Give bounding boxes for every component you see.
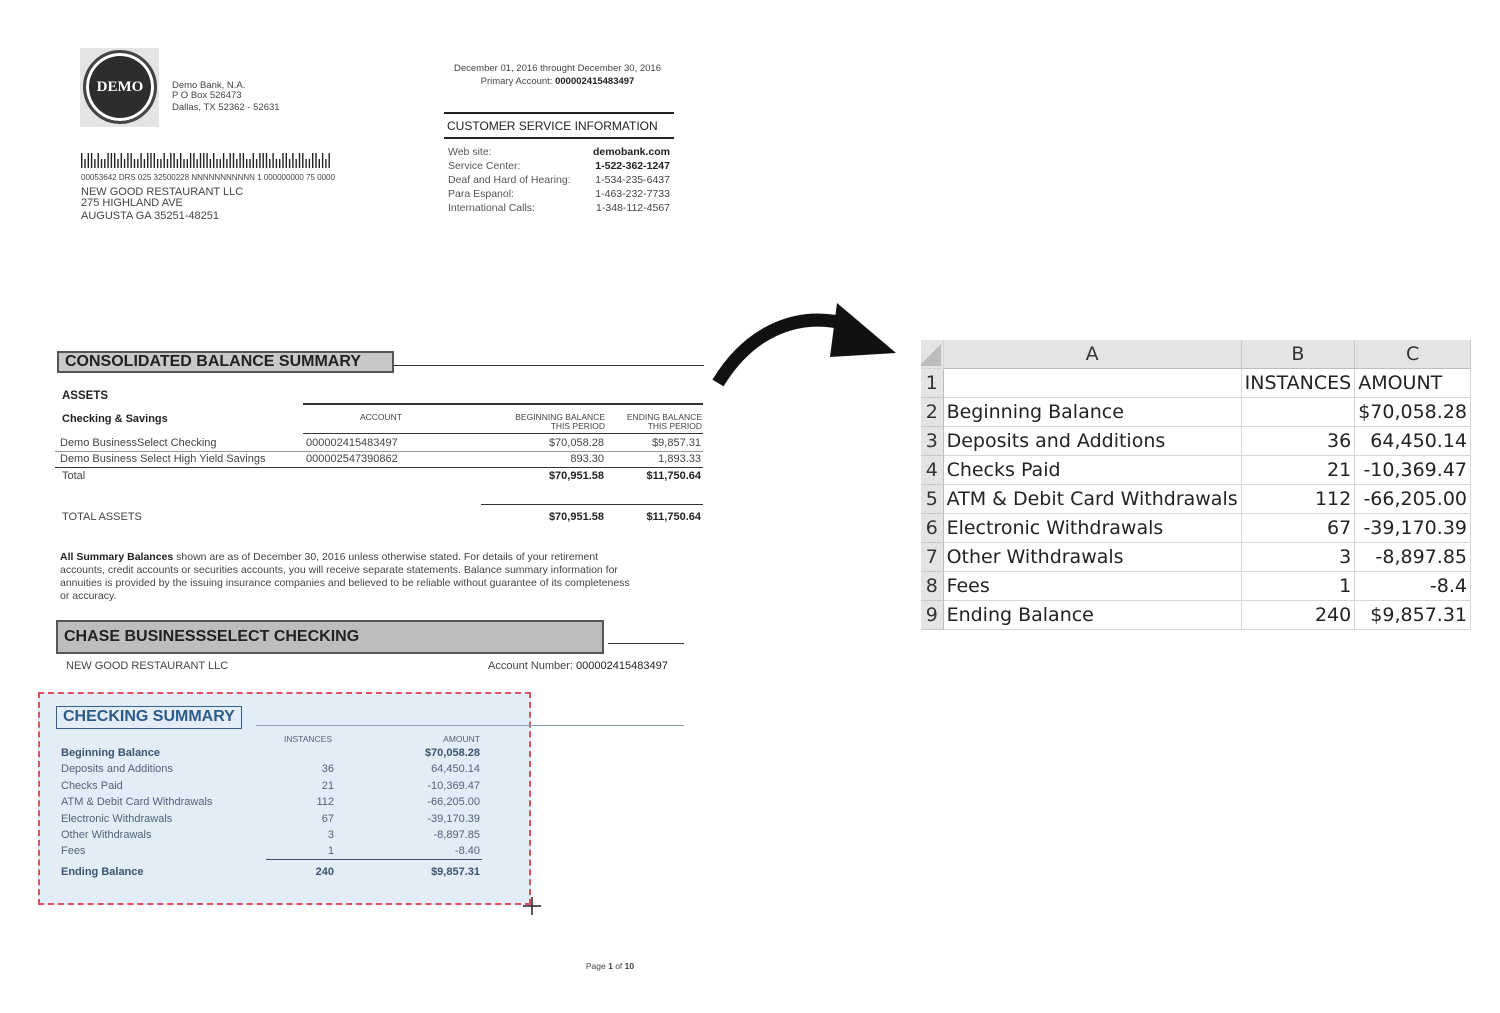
barcode-bar — [325, 159, 326, 168]
cell-b[interactable]: 67 — [1241, 514, 1355, 543]
cell-b[interactable]: INSTANCES — [1241, 369, 1355, 398]
page-of: of — [612, 961, 625, 971]
account-row-number: 000002415483497 — [306, 437, 398, 449]
cell-b[interactable]: 240 — [1241, 601, 1355, 630]
barcode-bar — [157, 159, 158, 168]
barcode-bar — [223, 153, 224, 168]
group-label: Checking & Savings — [62, 413, 168, 425]
barcode-bar — [173, 153, 174, 168]
account-label: Account Number: — [488, 660, 573, 672]
row-header[interactable]: 5 — [921, 485, 943, 514]
summary-row-label: ATM & Debit Card Withdrawals — [61, 796, 213, 808]
barcode-bar — [289, 159, 290, 168]
barcode-bar — [249, 159, 250, 168]
cell-c[interactable]: -66,205.00 — [1355, 485, 1471, 514]
barcode-bar — [200, 153, 201, 168]
col-end-1: ENDING BALANCE — [626, 412, 702, 422]
cs-label: Para Espanol: — [448, 188, 514, 200]
summary-total-rule — [266, 859, 482, 860]
row-header[interactable]: 4 — [921, 456, 943, 485]
title-rule — [394, 365, 704, 366]
cs-row-web — [448, 146, 670, 158]
cell-a[interactable]: Beginning Balance — [943, 398, 1241, 427]
cell-b[interactable]: 21 — [1241, 456, 1355, 485]
total-assets-rule — [481, 504, 703, 505]
account-number: 000002415483497 — [576, 660, 668, 672]
summary-row-amount: -8.40 — [454, 845, 480, 857]
barcode-bar — [302, 153, 303, 168]
row-header[interactable]: 7 — [921, 543, 943, 572]
barcode-bar — [256, 159, 257, 168]
cell-b[interactable]: 3 — [1241, 543, 1355, 572]
total-label: Total — [62, 470, 86, 482]
column-header-a[interactable]: A — [943, 340, 1241, 369]
account-row-begin: 893.30 — [570, 453, 604, 465]
primary-account-label: Primary Account: — [480, 76, 553, 87]
customer-service-title: CUSTOMER SERVICE INFORMATION — [444, 112, 674, 139]
barcode-bar — [299, 153, 300, 168]
row-header[interactable]: 1 — [921, 369, 943, 398]
summary-row-instances: 1 — [327, 845, 334, 857]
account-row-name: Demo Business Select High Yield Savings — [60, 453, 266, 465]
barcode-bar — [154, 153, 155, 168]
row-header[interactable]: 6 — [921, 514, 943, 543]
row-rule — [55, 451, 703, 452]
row-header[interactable]: 3 — [921, 427, 943, 456]
barcode-bar — [315, 153, 316, 168]
barcode-bar — [147, 153, 148, 168]
barcode-bar — [269, 159, 270, 168]
cell-a[interactable]: Ending Balance — [943, 601, 1241, 630]
spreadsheet-row — [921, 572, 1471, 601]
barcode-bar — [246, 159, 247, 168]
barcode-bar — [197, 159, 198, 168]
spreadsheet-row — [921, 514, 1471, 543]
account-row-end: $9,857.31 — [652, 437, 701, 449]
crosshair-cursor-icon — [522, 896, 542, 916]
summary-row-label: Ending Balance — [61, 866, 144, 878]
barcode-bar — [266, 153, 267, 168]
barcode-bar — [140, 153, 141, 168]
cell-b[interactable]: 1 — [1241, 572, 1355, 601]
cell-b[interactable]: 36 — [1241, 427, 1355, 456]
account-row-name: Demo BusinessSelect Checking — [60, 437, 217, 449]
primary-account-line — [430, 76, 685, 87]
barcode-bar — [319, 159, 320, 168]
row-rule — [55, 467, 703, 468]
checking-title-rule — [608, 643, 684, 644]
barcode-bar — [309, 159, 310, 168]
barcode-bar — [276, 159, 277, 168]
summary-row-amount: 64,450.14 — [431, 763, 480, 775]
barcode-bar — [253, 153, 254, 168]
col-instances: INSTANCES — [284, 734, 333, 744]
checking-title: CHASE BUSINESSSELECT CHECKING — [56, 620, 604, 654]
barcode-bar — [233, 153, 234, 168]
primary-account-number: 000002415483497 — [555, 76, 635, 87]
barcode-bar — [127, 153, 128, 168]
barcode-bar — [272, 153, 273, 168]
spreadsheet-row — [921, 485, 1471, 514]
barcode-bar — [190, 153, 191, 168]
cell-c[interactable]: 64,450.14 — [1355, 427, 1471, 456]
barcode-bar — [177, 159, 178, 168]
barcode-bar — [213, 153, 214, 168]
barcode-bar — [91, 153, 92, 168]
barcode-bar — [164, 153, 165, 168]
row-header[interactable]: 8 — [921, 572, 943, 601]
barcode-bar — [111, 153, 112, 168]
cs-row-international — [448, 202, 670, 214]
summary-row-instances: 112 — [316, 796, 334, 808]
cs-row-service — [448, 160, 670, 172]
col-end-2: THIS PERIOD — [647, 421, 702, 431]
cell-c[interactable]: $70,058.28 — [1355, 398, 1471, 427]
customer-street: 275 HIGHLAND AVE — [81, 197, 183, 209]
cs-label: Deaf and Hard of Hearing: — [448, 174, 571, 186]
cs-label: Web site: — [448, 146, 492, 158]
statement-period: December 01, 2016 throught December 30, 2016 — [453, 63, 662, 74]
summary-row-amount: -8,897.85 — [433, 829, 480, 841]
summary-row-amount: $70,058.28 — [424, 747, 480, 759]
barcode-bar — [239, 153, 240, 168]
barcode-bar — [124, 159, 125, 168]
barcode-bar — [104, 159, 105, 168]
summary-row-instances: 21 — [321, 780, 334, 792]
total-end: $11,750.64 — [646, 470, 701, 482]
cell-a[interactable]: Electronic Withdrawals — [943, 514, 1241, 543]
barcode-bar — [312, 153, 313, 168]
note-line-2: accounts, credit accounts or securities accounts, you will receive separate statements. Balance summary information for — [60, 564, 618, 576]
checking-account-line — [488, 660, 668, 672]
barcode-bar — [134, 159, 135, 168]
barcode-bar — [220, 159, 221, 168]
summary-row-instances: 67 — [321, 813, 334, 825]
cs-value: 1-534-235-6437 — [595, 174, 670, 186]
barcode-bar — [167, 159, 168, 168]
barcode-bar — [144, 159, 145, 168]
barcode-bar — [296, 159, 297, 168]
summary-row-amount: $9,857.31 — [431, 866, 480, 878]
barcode-bar — [170, 153, 171, 168]
barcode-bar — [259, 153, 260, 168]
barcode-bar — [305, 159, 306, 168]
account-row-end: 1,893.33 — [658, 453, 701, 465]
page-prefix: Page — [585, 961, 609, 971]
cs-value: 1-348-112-4567 — [596, 202, 670, 214]
note-line-4: or accuracy. — [60, 590, 117, 602]
barcode-bar — [101, 159, 102, 168]
barcode-bar — [88, 153, 89, 168]
cs-row-espanol — [448, 188, 670, 200]
spreadsheet-row — [921, 427, 1471, 456]
barcode-bar — [282, 153, 283, 168]
barcode-bar — [160, 159, 161, 168]
curved-arrow-icon — [700, 295, 920, 405]
barcode-bar — [230, 153, 231, 168]
barcode-bar — [98, 153, 99, 168]
cs-label: Service Center: — [448, 160, 521, 172]
note-bold: All Summary Balances — [60, 551, 174, 563]
barcode-bar — [94, 159, 95, 168]
bank-name: Demo Bank, N.A. — [172, 80, 246, 91]
cell-a[interactable] — [943, 369, 1241, 398]
barcode-bar — [180, 153, 181, 168]
summary-row-amount: -66,205.00 — [427, 796, 480, 808]
column-header-c[interactable]: C — [1355, 340, 1471, 369]
header-rule — [303, 403, 703, 405]
barcode-bar — [216, 159, 217, 168]
consolidated-title: CONSOLIDATED BALANCE SUMMARY — [57, 351, 394, 373]
assets-label: ASSETS — [62, 390, 109, 402]
cs-value: 1-463-232-7733 — [595, 188, 670, 200]
barcode-bar — [292, 153, 293, 168]
barcode-bar — [322, 153, 323, 168]
logo-text: DEMO — [96, 79, 144, 95]
summary-title-rule — [256, 725, 684, 726]
spreadsheet-row — [921, 398, 1471, 427]
row-header[interactable]: 2 — [921, 398, 943, 427]
note-text: shown are as of December 30, 2016 unless otherwise stated. For details of your retirement — [173, 551, 599, 563]
cell-a[interactable]: Other Withdrawals — [943, 543, 1241, 572]
total-begin: $70,951.58 — [548, 470, 604, 482]
col-begin-1: BEGINNING BALANCE — [515, 412, 605, 422]
barcode-code: 00053642 DRS 025 32500228 NNNNNNNNNNN 1 000000000 75 0000 — [81, 173, 335, 182]
barcode-bar — [263, 153, 264, 168]
cell-b[interactable] — [1241, 398, 1355, 427]
barcode-bar — [226, 159, 227, 168]
summary-row-label: Deposits and Additions — [61, 763, 173, 775]
spreadsheet-row — [921, 601, 1471, 630]
total-assets-begin: $70,951.58 — [548, 511, 604, 523]
cell-c[interactable]: -8.4 — [1355, 572, 1471, 601]
account-row-begin: $70,058.28 — [548, 437, 604, 449]
header-bottom-rule — [303, 433, 703, 434]
spreadsheet-row — [921, 369, 1471, 398]
barcode-bar — [279, 159, 280, 168]
cell-c[interactable]: $9,857.31 — [1355, 601, 1471, 630]
column-header-b[interactable]: B — [1241, 340, 1355, 369]
summary-row-instances: 3 — [327, 829, 334, 841]
checking-owner: NEW GOOD RESTAURANT LLC — [66, 660, 229, 672]
cell-a[interactable]: Checks Paid — [943, 456, 1241, 485]
barcode-bar — [150, 153, 151, 168]
cell-c[interactable]: -10,369.47 — [1355, 456, 1471, 485]
total-assets-end: $11,750.64 — [646, 511, 701, 523]
spreadsheet-grid — [921, 340, 1471, 630]
spreadsheet-row — [921, 456, 1471, 485]
summary-row-label: Checks Paid — [61, 780, 123, 792]
summary-row-label: Fees — [61, 845, 86, 857]
barcode-bar — [107, 153, 108, 168]
cell-c[interactable]: -8,897.85 — [1355, 543, 1471, 572]
barcode-bar — [193, 153, 194, 168]
cell-c[interactable]: AMOUNT — [1355, 369, 1471, 398]
summary-row-amount: -39,170.39 — [427, 813, 480, 825]
barcode-bar — [131, 153, 132, 168]
summary-row-label: Electronic Withdrawals — [61, 813, 173, 825]
barcode-bar — [203, 153, 204, 168]
barcode-bar — [183, 159, 184, 168]
page-number — [560, 961, 660, 971]
barcode-bar — [121, 153, 122, 168]
barcode-bar — [187, 159, 188, 168]
row-header[interactable]: 9 — [921, 601, 943, 630]
barcode-bar — [243, 153, 244, 168]
barcode-bar — [329, 153, 330, 168]
col-amount: AMOUNT — [443, 734, 480, 744]
summary-row-instances: 36 — [321, 763, 334, 775]
cs-value[interactable]: demobank.com — [592, 146, 670, 158]
summary-row-amount: -10,369.47 — [427, 780, 480, 792]
cell-a[interactable]: Deposits and Additions — [943, 427, 1241, 456]
page-current: 1 — [608, 961, 613, 971]
customer-name: NEW GOOD RESTAURANT LLC — [81, 186, 244, 198]
cs-label: International Calls: — [448, 202, 535, 214]
cell-c[interactable]: -39,170.39 — [1355, 514, 1471, 543]
col-begin-2: THIS PERIOD — [550, 421, 605, 431]
cs-value: 1-522-362-1247 — [595, 160, 670, 172]
barcode-bar — [286, 153, 287, 168]
barcode-bar — [236, 159, 237, 168]
select-all-icon — [921, 344, 941, 366]
bank-po-box: P O Box 526473 — [172, 90, 242, 101]
spreadsheet-row — [921, 543, 1471, 572]
barcode-bar — [114, 153, 115, 168]
barcode-bar — [206, 153, 207, 168]
cell-a[interactable]: Fees — [943, 572, 1241, 601]
barcode-bar — [84, 159, 85, 168]
note-line-3: annuities is provided by the issuing insurance companies and believed to be reliable without guarantee of its completeness — [60, 577, 630, 589]
barcode-bar — [137, 159, 138, 168]
summary-row-label: Beginning Balance — [61, 747, 161, 759]
total-assets-label: TOTAL ASSETS — [62, 511, 142, 523]
postal-barcode — [81, 153, 331, 168]
note-line-1 — [60, 551, 598, 563]
cs-row-deaf — [448, 174, 670, 186]
bank-city: Dallas, TX 52362 - 52631 — [172, 102, 280, 113]
account-row-number: 000002547390862 — [306, 453, 398, 465]
customer-city: AUGUSTA GA 35251-48251 — [81, 210, 219, 222]
cell-b[interactable]: 112 — [1241, 485, 1355, 514]
summary-row-label: Other Withdrawals — [61, 829, 152, 841]
col-account: ACCOUNT — [359, 412, 402, 422]
checking-summary-title: CHECKING SUMMARY — [56, 706, 242, 729]
cell-a[interactable]: ATM & Debit Card Withdrawals — [943, 485, 1241, 514]
summary-row-instances: 240 — [315, 866, 334, 878]
spreadsheet — [921, 340, 1471, 640]
barcode-bar — [210, 159, 211, 168]
barcode-bar — [117, 159, 118, 168]
select-all-corner[interactable] — [921, 340, 943, 369]
page-total: 10 — [624, 961, 635, 971]
barcode-bar — [81, 153, 82, 168]
